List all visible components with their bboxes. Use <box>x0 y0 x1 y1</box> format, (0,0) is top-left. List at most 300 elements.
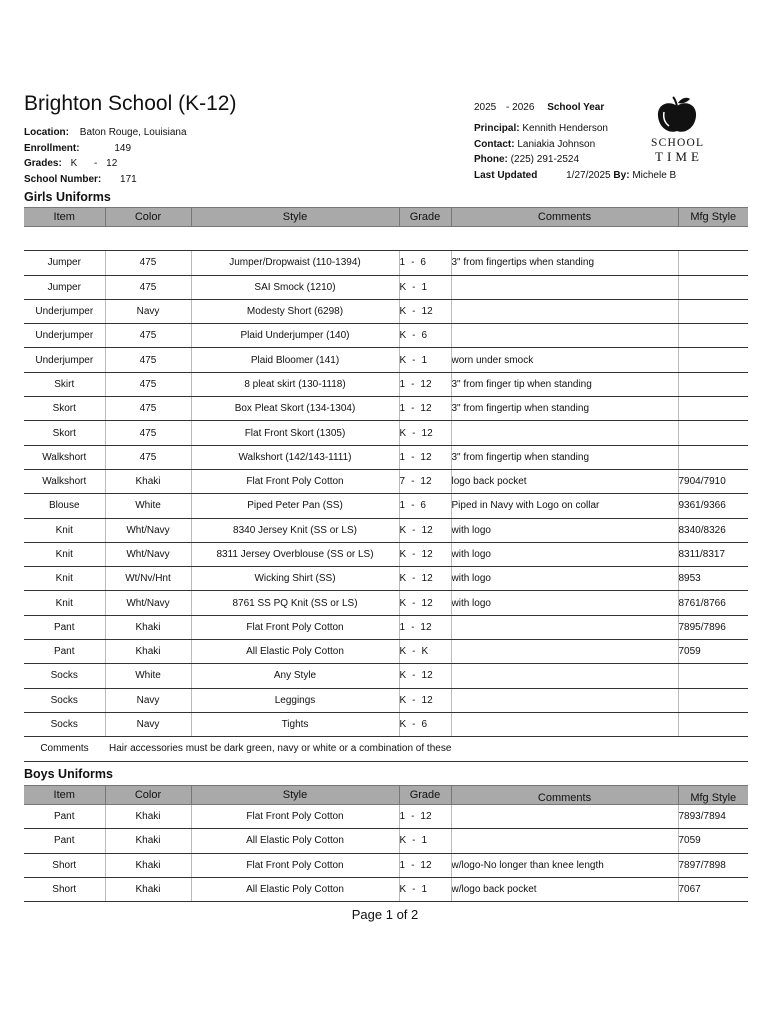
mfg-style-cell <box>678 421 748 445</box>
mfg-style-cell: 8311/8317 <box>678 542 748 566</box>
grade-to: 12 <box>421 427 433 439</box>
grade-from: K <box>399 354 407 366</box>
style-cell: Plaid Bloomer (141) <box>191 348 399 372</box>
table-row <box>24 469 748 493</box>
grade-separator: - <box>412 330 416 342</box>
grade-from: K <box>399 835 407 847</box>
boys-uniforms-table <box>24 785 748 902</box>
school-number-line <box>24 172 187 188</box>
enrollment-line <box>24 141 187 157</box>
grade-cell <box>399 518 451 542</box>
color-cell: Wt/Nv/Hnt <box>105 567 191 591</box>
comments-cell <box>451 299 678 323</box>
comments-cell <box>451 664 678 688</box>
grade-to: 12 <box>421 694 433 706</box>
grade-separator: - <box>412 719 416 731</box>
year-separator: - <box>506 102 510 113</box>
style-cell: Plaid Underjumper (140) <box>191 324 399 348</box>
comments-cell: 3" from finger tip when standing <box>451 372 678 396</box>
item-cell: Blouse <box>24 494 105 518</box>
table-row <box>24 712 748 736</box>
table-row <box>24 542 748 566</box>
color-cell: 475 <box>105 397 191 421</box>
color-cell: Khaki <box>105 615 191 639</box>
location-value: Baton Rouge, Louisiana <box>79 127 187 138</box>
grade-separator: - <box>411 451 415 463</box>
column-header-mfg-style: Mfg Style <box>678 786 748 805</box>
grade-from: 1 <box>399 621 406 633</box>
contact-line <box>474 137 676 153</box>
comments-cell <box>451 421 678 445</box>
item-cell: Walkshort <box>24 469 105 493</box>
grade-cell <box>399 805 451 829</box>
grade-to: 1 <box>421 281 428 293</box>
mfg-style-cell: 7059 <box>678 640 748 664</box>
grade-from: 1 <box>399 257 406 269</box>
style-cell: 8340 Jersey Knit (SS or LS) <box>191 518 399 542</box>
color-cell: Navy <box>105 688 191 712</box>
item-cell: Walkshort <box>24 445 105 469</box>
school-info <box>24 125 187 187</box>
comments-cell: 3" from fingertip when standing <box>451 397 678 421</box>
mfg-style-cell: 7893/7894 <box>678 805 748 829</box>
girls-uniforms-table <box>24 207 748 762</box>
style-cell: Wicking Shirt (SS) <box>191 567 399 591</box>
grade-to: 12 <box>421 524 433 536</box>
style-cell: Piped Peter Pan (SS) <box>191 494 399 518</box>
grade-from: K <box>399 306 407 318</box>
color-cell: White <box>105 664 191 688</box>
location-label: Location: <box>24 127 69 138</box>
color-cell: White <box>105 494 191 518</box>
grade-from: K <box>399 524 407 536</box>
grade-separator: - <box>411 403 415 415</box>
grade-cell <box>399 615 451 639</box>
enrollment-value: 149 <box>114 142 132 154</box>
column-header-color: Color <box>105 786 191 805</box>
item-cell: Knit <box>24 591 105 615</box>
school-year <box>474 102 604 113</box>
last-updated-value: 1/27/2025 <box>566 169 611 181</box>
comments-cell <box>451 688 678 712</box>
style-cell: Any Style <box>191 664 399 688</box>
color-cell: 475 <box>105 348 191 372</box>
grades-label: Grades: <box>24 158 62 169</box>
grade-to: 12 <box>420 378 432 390</box>
phone-label: Phone: <box>474 154 508 165</box>
table-row <box>24 829 748 853</box>
mfg-style-cell: 7897/7898 <box>678 853 748 877</box>
grades-to: 12 <box>106 158 118 169</box>
color-cell: Khaki <box>105 877 191 901</box>
grade-cell <box>399 421 451 445</box>
grade-cell <box>399 640 451 664</box>
grade-cell <box>399 299 451 323</box>
grade-separator: - <box>412 573 416 585</box>
phone-line <box>474 152 676 168</box>
mfg-style-cell <box>678 712 748 736</box>
column-header-item: Item <box>24 786 105 805</box>
grade-separator: - <box>412 670 416 682</box>
grade-separator: - <box>411 476 415 488</box>
comments-cell <box>451 805 678 829</box>
last-updated-line <box>474 168 676 184</box>
principal-line <box>474 121 676 137</box>
grade-to: 1 <box>421 354 428 366</box>
school-number-label: School Number: <box>24 173 102 185</box>
color-cell: Khaki <box>105 640 191 664</box>
column-header-mfg-style: Mfg Style <box>678 208 748 227</box>
mfg-style-cell <box>678 348 748 372</box>
girls-uniforms-title: Girls Uniforms <box>24 190 111 204</box>
grade-cell <box>399 348 451 372</box>
grade-separator: - <box>412 281 416 293</box>
table-row <box>24 275 748 299</box>
table-row <box>24 372 748 396</box>
table-row <box>24 567 748 591</box>
grade-to: 12 <box>421 670 433 682</box>
item-cell: Socks <box>24 712 105 736</box>
column-header-grade: Grade <box>399 786 451 805</box>
item-cell: Knit <box>24 542 105 566</box>
enrollment-label: Enrollment: <box>24 142 80 154</box>
table-header <box>24 786 748 805</box>
color-cell: 475 <box>105 251 191 275</box>
phone-value: (225) 291-2524 <box>510 154 580 165</box>
comments-cell: w/logo-No longer than knee length <box>451 853 678 877</box>
comments-cell: 3" from fingertip when standing <box>451 445 678 469</box>
item-cell: Jumper <box>24 251 105 275</box>
grade-from: K <box>399 670 407 682</box>
mfg-style-cell <box>678 445 748 469</box>
grade-cell <box>399 688 451 712</box>
grade-from: 1 <box>399 811 406 823</box>
grade-separator: - <box>412 427 416 439</box>
mfg-style-cell <box>678 664 748 688</box>
color-cell: 475 <box>105 324 191 348</box>
table-row <box>24 251 748 275</box>
girls-table-body <box>24 227 748 762</box>
table-row <box>24 640 748 664</box>
grade-separator: - <box>411 859 415 871</box>
grade-cell <box>399 494 451 518</box>
grade-cell <box>399 591 451 615</box>
spacer-cell <box>24 227 748 251</box>
grade-from: K <box>399 573 407 585</box>
style-cell: All Elastic Poly Cotton <box>191 640 399 664</box>
logo-text-top: SCHOOL <box>651 137 703 149</box>
comments-cell <box>451 615 678 639</box>
item-cell: Short <box>24 853 105 877</box>
grade-separator: - <box>411 811 415 823</box>
grade-from: K <box>399 549 407 560</box>
item-cell: Knit <box>24 518 105 542</box>
color-cell: Khaki <box>105 469 191 493</box>
style-cell: Flat Front Poly Cotton <box>191 469 399 493</box>
by-label: By: <box>613 169 630 181</box>
comments-cell <box>451 324 678 348</box>
item-cell: Skort <box>24 397 105 421</box>
grade-to: K <box>421 646 429 658</box>
grade-to: 12 <box>421 306 433 318</box>
mfg-style-cell <box>678 299 748 323</box>
grade-cell <box>399 251 451 275</box>
grade-to: 12 <box>420 621 432 633</box>
comments-cell: w/logo back pocket <box>451 877 678 901</box>
color-cell: 475 <box>105 445 191 469</box>
style-cell: All Elastic Poly Cotton <box>191 877 399 901</box>
grade-from: K <box>399 597 407 609</box>
item-cell: Jumper <box>24 275 105 299</box>
comments-cell: with logo <box>451 591 678 615</box>
comments-cell: with logo <box>451 567 678 591</box>
table-row <box>24 421 748 445</box>
boys-table-body <box>24 805 748 902</box>
style-cell: Jumper/Dropwaist (110-1394) <box>191 251 399 275</box>
grade-separator: - <box>412 524 416 536</box>
item-cell: Socks <box>24 664 105 688</box>
grades-separator: - <box>94 158 98 169</box>
comments-cell: with logo <box>451 542 678 566</box>
mfg-style-cell: 7059 <box>678 829 748 853</box>
mfg-style-cell: 7904/7910 <box>678 469 748 493</box>
by-value: Michele B <box>632 169 677 181</box>
table-row <box>24 591 748 615</box>
color-cell: 475 <box>105 372 191 396</box>
grade-cell <box>399 445 451 469</box>
grade-separator: - <box>411 378 415 390</box>
table-row <box>24 494 748 518</box>
style-cell: Flat Front Poly Cotton <box>191 615 399 639</box>
item-cell: Underjumper <box>24 348 105 372</box>
grade-cell <box>399 829 451 853</box>
grade-from: K <box>399 646 407 658</box>
table-row <box>24 348 748 372</box>
grade-cell <box>399 397 451 421</box>
comments-note: Hair accessories must be dark green, navy or white or a combination of these <box>105 737 748 761</box>
mfg-style-cell: 7895/7896 <box>678 615 748 639</box>
comments-cell <box>451 829 678 853</box>
principal-label: Principal: <box>474 123 520 134</box>
grade-separator: - <box>411 257 415 269</box>
column-header-item: Item <box>24 208 105 227</box>
item-cell: Pant <box>24 640 105 664</box>
style-cell: 8761 SS PQ Knit (SS or LS) <box>191 591 399 615</box>
column-header-comments: Comments <box>451 786 678 805</box>
comments-row <box>24 737 748 761</box>
comments-cell: with logo <box>451 518 678 542</box>
style-cell: All Elastic Poly Cotton <box>191 829 399 853</box>
color-cell: Khaki <box>105 829 191 853</box>
color-cell: Khaki <box>105 853 191 877</box>
contact-value: Laniakia Johnson <box>517 138 596 150</box>
last-updated-label: Last Updated <box>474 169 538 181</box>
grade-to: 6 <box>421 330 428 342</box>
mfg-style-cell: 8340/8326 <box>678 518 748 542</box>
item-cell: Socks <box>24 688 105 712</box>
item-cell: Knit <box>24 567 105 591</box>
mfg-style-cell: 7067 <box>678 877 748 901</box>
color-cell: Wht/Navy <box>105 591 191 615</box>
style-cell: Leggings <box>191 688 399 712</box>
mfg-style-cell: 8953 <box>678 567 748 591</box>
column-header-style: Style <box>191 208 399 227</box>
grade-cell <box>399 372 451 396</box>
column-header-color: Color <box>105 208 191 227</box>
item-cell: Pant <box>24 615 105 639</box>
grade-separator: - <box>411 500 415 512</box>
grade-from: K <box>399 330 407 342</box>
grade-to: 12 <box>420 476 432 488</box>
color-cell: Khaki <box>105 805 191 829</box>
color-cell: Navy <box>105 299 191 323</box>
grade-separator: - <box>412 646 416 658</box>
color-cell: 475 <box>105 421 191 445</box>
grade-separator: - <box>412 694 416 706</box>
item-cell: Skort <box>24 421 105 445</box>
grade-to: 12 <box>420 403 432 415</box>
comments-cell <box>451 275 678 299</box>
mfg-style-cell <box>678 275 748 299</box>
table-row <box>24 853 748 877</box>
color-cell: Wht/Navy <box>105 518 191 542</box>
spacer-row <box>24 227 748 251</box>
grade-from: K <box>399 694 407 706</box>
style-cell: Walkshort (142/143-1111) <box>191 445 399 469</box>
grade-to: 12 <box>420 451 432 463</box>
item-cell: Short <box>24 877 105 901</box>
grade-from: K <box>399 884 407 896</box>
color-cell: Navy <box>105 712 191 736</box>
grade-from: 1 <box>399 378 406 390</box>
comments-cell: Piped in Navy with Logo on collar <box>451 494 678 518</box>
grade-to: 12 <box>421 549 433 560</box>
page-number: Page 1 of 2 <box>351 907 419 922</box>
style-cell: SAI Smock (1210) <box>191 275 399 299</box>
comments-cell <box>451 640 678 664</box>
style-cell: 8 pleat skirt (130-1118) <box>191 372 399 396</box>
grade-cell <box>399 877 451 901</box>
grade-to: 6 <box>421 719 428 731</box>
grade-from: 1 <box>399 403 406 415</box>
grade-to: 6 <box>420 257 426 269</box>
item-cell: Underjumper <box>24 299 105 323</box>
column-header-grade: Grade <box>399 208 451 227</box>
grade-separator: - <box>412 597 416 609</box>
contact-label: Contact: <box>474 138 515 150</box>
item-cell: Skirt <box>24 372 105 396</box>
logo-text-bottom: TIME <box>655 149 699 164</box>
grades-from: K <box>70 158 78 169</box>
grade-from: K <box>399 281 407 293</box>
grade-to: 12 <box>421 597 433 609</box>
style-cell: Flat Front Skort (1305) <box>191 421 399 445</box>
grade-separator: - <box>411 621 415 633</box>
table-row <box>24 518 748 542</box>
grade-separator: - <box>412 835 416 847</box>
grade-from: K <box>399 427 407 439</box>
comments-cell: worn under smock <box>451 348 678 372</box>
school-year-label: School Year <box>547 102 605 113</box>
table-row <box>24 397 748 421</box>
grade-to: 12 <box>420 811 432 823</box>
page-title: Brighton School (K-12) <box>24 92 237 115</box>
column-header-comments: Comments <box>451 208 678 227</box>
item-cell: Pant <box>24 805 105 829</box>
comments-cell: logo back pocket <box>451 469 678 493</box>
table-header <box>24 208 748 227</box>
grade-to: 12 <box>421 573 433 585</box>
table-row <box>24 299 748 323</box>
grades-line <box>24 156 187 172</box>
item-cell: Pant <box>24 829 105 853</box>
style-cell: Tights <box>191 712 399 736</box>
grade-cell <box>399 542 451 566</box>
principal-value: Kennith Henderson <box>522 123 608 134</box>
year-end: 2026 <box>512 102 535 113</box>
grade-cell <box>399 664 451 688</box>
table-row <box>24 805 748 829</box>
mfg-style-cell <box>678 324 748 348</box>
boys-uniforms-title: Boys Uniforms <box>24 767 113 781</box>
comments-cell <box>451 712 678 736</box>
comments-label: Comments <box>24 737 105 761</box>
column-header-style: Style <box>191 786 399 805</box>
grade-to: 6 <box>420 500 426 512</box>
grade-separator: - <box>412 306 416 318</box>
style-cell: Modesty Short (6298) <box>191 299 399 323</box>
table-row <box>24 664 748 688</box>
grade-cell <box>399 567 451 591</box>
grade-cell <box>399 275 451 299</box>
mfg-style-cell: 9361/9366 <box>678 494 748 518</box>
table-row <box>24 324 748 348</box>
mfg-style-cell <box>678 688 748 712</box>
mfg-style-cell <box>678 251 748 275</box>
item-cell: Underjumper <box>24 324 105 348</box>
grade-cell <box>399 324 451 348</box>
grade-to: 1 <box>421 884 428 896</box>
table-row <box>24 877 748 901</box>
style-cell: Flat Front Poly Cotton <box>191 853 399 877</box>
grade-from: 7 <box>399 476 406 488</box>
grade-to: 1 <box>421 835 428 847</box>
grade-from: 1 <box>399 859 406 871</box>
table-row <box>24 688 748 712</box>
style-cell: 8311 Jersey Overblouse (SS or LS) <box>191 542 399 566</box>
grade-separator: - <box>412 549 416 560</box>
table-row <box>24 615 748 639</box>
style-cell: Box Pleat Skort (134-1304) <box>191 397 399 421</box>
year-start: 2025 <box>474 102 497 113</box>
school-time-logo <box>649 94 705 166</box>
contact-info <box>474 121 676 183</box>
school-number-value: 171 <box>120 173 137 185</box>
color-cell: Wht/Navy <box>105 542 191 566</box>
grade-from: K <box>399 719 407 731</box>
grade-separator: - <box>412 884 416 896</box>
location-line <box>24 125 187 141</box>
grade-cell <box>399 712 451 736</box>
mfg-style-cell <box>678 397 748 421</box>
grade-from: 1 <box>399 500 406 512</box>
style-cell: Flat Front Poly Cotton <box>191 805 399 829</box>
grade-cell <box>399 853 451 877</box>
color-cell: 475 <box>105 275 191 299</box>
table-row <box>24 445 748 469</box>
mfg-style-cell <box>678 372 748 396</box>
mfg-style-cell: 8761/8766 <box>678 591 748 615</box>
